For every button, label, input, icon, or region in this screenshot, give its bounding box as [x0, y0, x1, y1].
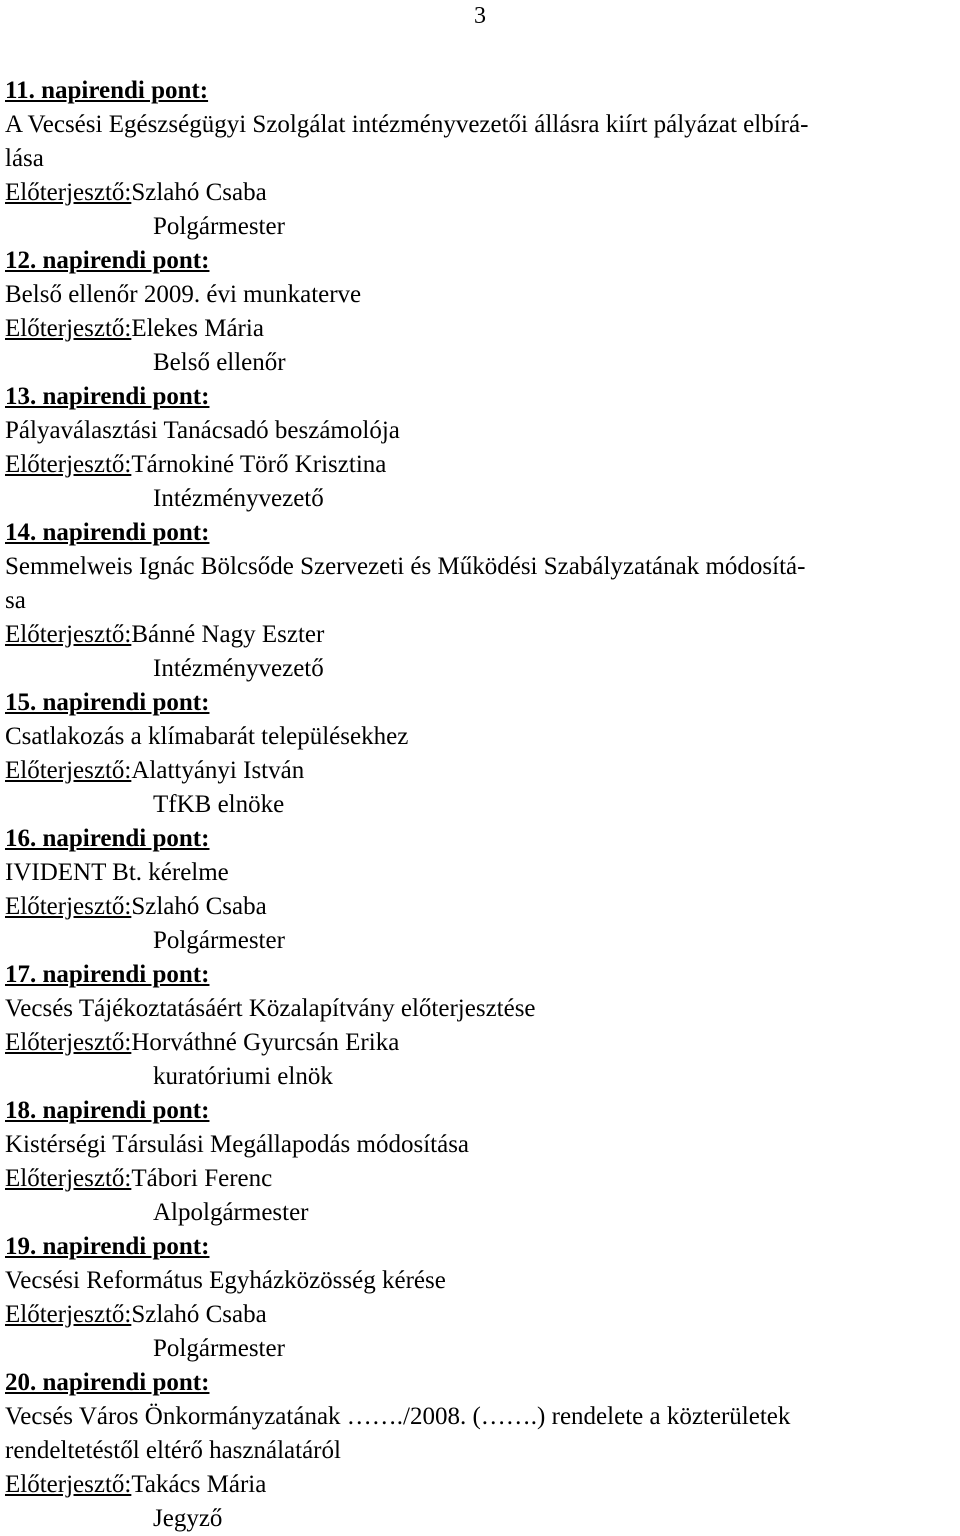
agenda-item-title-line: IVIDENT Bt. kérelme: [5, 859, 229, 886]
presenter-role: Polgármester: [153, 927, 285, 954]
presenter-label: Előterjesztő:: [5, 1029, 132, 1056]
agenda-item-title-line: Vecsés Város Önkormányzatának ……./2008. (…….) rendelete a közterületek: [5, 1403, 791, 1430]
presenter-label: Előterjesztő:: [5, 451, 132, 478]
presenter-line: [5, 448, 955, 482]
agenda-item-heading: 16. napirendi pont:: [5, 825, 210, 852]
presenter-role: Intézményvezető: [153, 655, 324, 682]
agenda-item: [5, 686, 955, 822]
agenda-item-title-line: Vecsés Tájékoztatásáért Közalapítvány előterjesztése: [5, 995, 536, 1022]
presenter-line: [5, 1468, 955, 1502]
presenter-role: TfKB elnöke: [153, 791, 285, 818]
presenter-line: [5, 1162, 955, 1196]
presenter-label: Előterjesztő:: [5, 179, 132, 206]
presenter-name: Takács Mária: [131, 1471, 267, 1498]
agenda-item-heading: 17. napirendi pont:: [5, 961, 210, 988]
agenda-item-title-line: [5, 108, 942, 142]
presenter-line: [5, 1026, 955, 1060]
agenda-item: [5, 1366, 955, 1536]
agenda-item: [5, 380, 955, 516]
presenter-name: Horváthné Gyurcsán Erika: [131, 1029, 400, 1056]
agenda-item-title-line: [5, 550, 942, 584]
agenda-list: [5, 74, 955, 1536]
presenter-name: Bánné Nagy Eszter: [131, 621, 325, 648]
presenter-line: [5, 890, 955, 924]
agenda-item-title-line: Vecsési Református Egyházközösség kérése: [5, 1267, 446, 1294]
agenda-item-heading: 14. napirendi pont:: [5, 519, 210, 546]
agenda-item-title-line: Pályaválasztási Tanácsadó beszámolója: [5, 417, 400, 444]
agenda-item-title-text: A Vecsési Egészségügyi Szolgálat intézményvezetői állásra kiírt pályázat elbírá-: [5, 111, 809, 138]
presenter-name: Szlahó Csaba: [131, 893, 267, 920]
presenter-line: [5, 312, 955, 346]
presenter-line: [5, 176, 955, 210]
agenda-item-title-text: Semmelweis Ignác Bölcsőde Szervezeti és Működési Szabályzatának módosítá-: [5, 553, 806, 580]
presenter-role: Polgármester: [153, 213, 285, 240]
presenter-role: Intézményvezető: [153, 485, 324, 512]
presenter-label: Előterjesztő:: [5, 893, 132, 920]
agenda-item-heading: 15. napirendi pont:: [5, 689, 210, 716]
agenda-item-title-line: Csatlakozás a klímabarát településekhez: [5, 723, 409, 750]
agenda-item-title-line: sa: [5, 587, 26, 614]
presenter-name: Szlahó Csaba: [131, 179, 267, 206]
presenter-label: Előterjesztő:: [5, 1301, 132, 1328]
presenter-name: Tábori Ferenc: [131, 1165, 273, 1192]
agenda-item-title-line: Belső ellenőr 2009. évi munkaterve: [5, 281, 362, 308]
presenter-role: kuratóriumi elnök: [153, 1063, 333, 1090]
presenter-role: Polgármester: [153, 1335, 285, 1362]
agenda-item: [5, 1230, 955, 1366]
presenter-label: Előterjesztő:: [5, 315, 132, 342]
presenter-role: Alpolgármester: [153, 1199, 309, 1226]
agenda-item: [5, 516, 955, 686]
page-number: 3: [474, 3, 486, 29]
presenter-line: [5, 618, 955, 652]
agenda-item-heading: 18. napirendi pont:: [5, 1097, 210, 1124]
presenter-name: Alattyányi István: [131, 757, 305, 784]
agenda-item: [5, 1094, 955, 1230]
agenda-item-heading: 19. napirendi pont:: [5, 1233, 210, 1260]
presenter-label: Előterjesztő:: [5, 757, 132, 784]
agenda-item: [5, 74, 955, 244]
agenda-item: [5, 822, 955, 958]
agenda-item-title-line: Kistérségi Társulási Megállapodás módosítása: [5, 1131, 470, 1158]
agenda-item-heading: 20. napirendi pont:: [5, 1369, 210, 1396]
presenter-label: Előterjesztő:: [5, 621, 132, 648]
agenda-item-title-line: lása: [5, 145, 44, 172]
agenda-item: [5, 958, 955, 1094]
presenter-line: [5, 1298, 955, 1332]
agenda-item-heading: 11. napirendi pont:: [5, 77, 209, 104]
agenda-item-heading: 12. napirendi pont:: [5, 247, 210, 274]
presenter-name: Tárnokiné Törő Krisztina: [131, 451, 387, 478]
agenda-item: [5, 244, 955, 380]
agenda-item-title-line: rendeltetéstől eltérő használatáról: [5, 1437, 341, 1464]
presenter-role: Jegyző: [153, 1505, 223, 1532]
presenter-name: Szlahó Csaba: [131, 1301, 267, 1328]
agenda-item-heading: 13. napirendi pont:: [5, 383, 210, 410]
presenter-label: Előterjesztő:: [5, 1471, 132, 1498]
presenter-line: [5, 754, 955, 788]
presenter-role: Belső ellenőr: [153, 349, 286, 376]
presenter-name: Elekes Mária: [131, 315, 264, 342]
presenter-label: Előterjesztő:: [5, 1165, 132, 1192]
